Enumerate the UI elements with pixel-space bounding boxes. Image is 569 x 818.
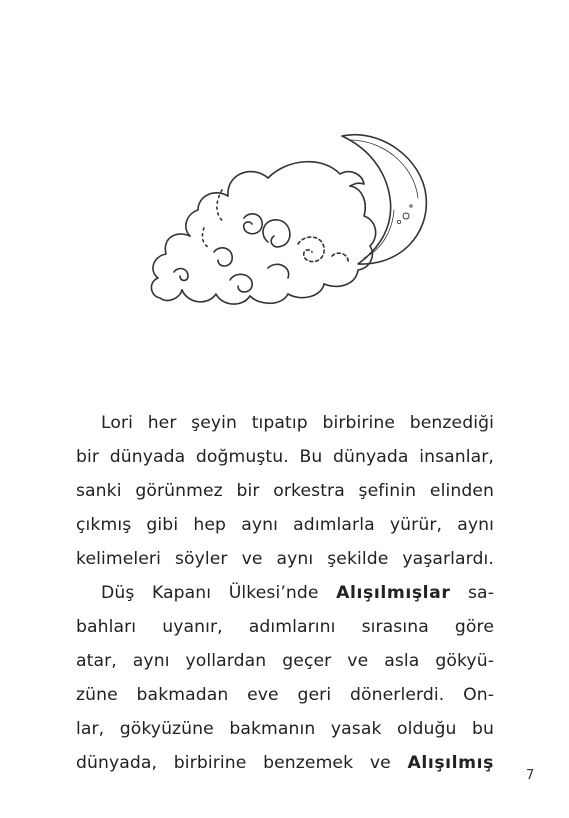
story-line: sanki görünmez bir orkestra şefinin elinden (76, 481, 494, 501)
story-line: kelimeleri söyler ve aynı şekilde yaşarlardı. (76, 549, 494, 569)
story-line: atar, aynı yollardan geçer ve asla gökyü- (76, 651, 494, 671)
crescent-moon-icon (342, 135, 426, 264)
story-line: çıkmış gibi hep aynı adımlarla yürür, aynı (76, 515, 494, 535)
story-line: Lori her şeyin tıpatıp birbirine benzediği (101, 413, 494, 433)
story-line: dünyada, birbirine benzemek ve Alışılmış (76, 753, 494, 773)
story-text (76, 406, 494, 780)
page-number: 7 (526, 768, 535, 783)
story-line: lar, gökyüzüne bakmanın yasak olduğu bu (76, 719, 494, 739)
moon-and-cloud-illustration (118, 118, 448, 318)
story-line: Düş Kapanı Ülkesi’nde Alışılmışlar sa- (101, 583, 494, 603)
story-line: bahları uyanır, adımlarını sırasına göre (76, 617, 494, 637)
emphasized-word: Alışılmış (407, 753, 494, 773)
emphasized-word: Alışılmışlar (336, 583, 451, 603)
story-line: züne bakmadan eve geri dönerlerdi. On- (76, 685, 494, 705)
swirly-cloud-icon (151, 162, 375, 304)
story-line: bir dünyada doğmuştu. Bu dünyada insanlar, (76, 447, 494, 467)
